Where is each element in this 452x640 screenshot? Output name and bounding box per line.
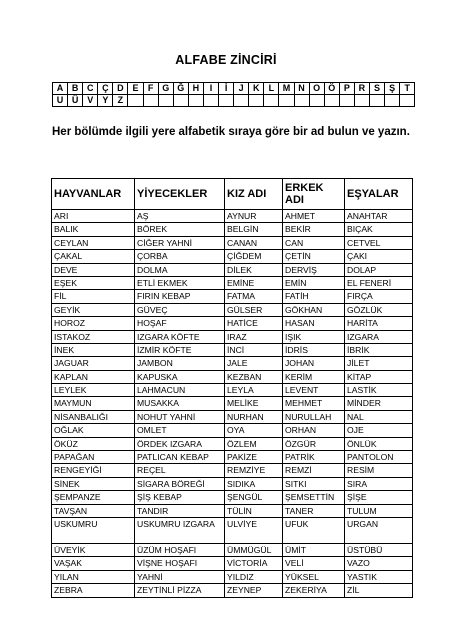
boy-name-cell: ZEKERİYA	[283, 584, 345, 597]
table-row	[52, 451, 413, 464]
item-cell: ZİL	[345, 584, 413, 597]
table-row	[52, 384, 413, 397]
girl-name-cell: IRAZ	[225, 330, 283, 343]
alphabet-letter-cell	[188, 95, 203, 107]
animal-cell: İNEK	[52, 343, 135, 356]
girl-name-cell: OYA	[225, 424, 283, 437]
alphabet-letter-cell: U	[53, 95, 68, 107]
girl-name-cell: KEZBAN	[225, 370, 283, 383]
animal-cell: BALIK	[52, 223, 135, 236]
alphabet-letter-cell: L	[264, 83, 279, 95]
animal-cell: PAPAĞAN	[52, 451, 135, 464]
girl-name-cell: TÜLİN	[225, 504, 283, 517]
alphabet-letter-cell	[219, 95, 234, 107]
boy-name-cell: EMİN	[283, 276, 345, 289]
boy-name-cell: ORHAN	[283, 424, 345, 437]
animal-cell: LEYLEK	[52, 384, 135, 397]
food-cell: ÖRDEK IZGARA	[135, 437, 225, 450]
table-row	[52, 263, 413, 276]
table-row	[52, 343, 413, 356]
food-cell: USKUMRU IZGARA	[135, 517, 225, 543]
girl-name-cell: LEYLA	[225, 384, 283, 397]
alphabet-letter-cell	[203, 95, 218, 107]
food-cell: ÇORBA	[135, 250, 225, 263]
item-cell: İBRİK	[345, 343, 413, 356]
food-cell: DOLMA	[135, 263, 225, 276]
girl-name-cell: NURHAN	[225, 410, 283, 423]
table-row	[52, 210, 413, 223]
animal-cell: HOROZ	[52, 317, 135, 330]
animal-cell: KAPLAN	[52, 370, 135, 383]
item-cell: HARİTA	[345, 317, 413, 330]
alphabet-letter-cell	[143, 95, 158, 107]
alphabet-letter-cell: E	[128, 83, 143, 95]
boy-name-cell: AHMET	[283, 210, 345, 223]
alphabet-letter-cell	[234, 95, 249, 107]
girl-name-cell: DİLEK	[225, 263, 283, 276]
girl-name-cell: BELGİN	[225, 223, 283, 236]
table-row	[52, 584, 413, 597]
table-row	[52, 223, 413, 236]
alphabet-row-1	[53, 83, 415, 95]
table-row	[52, 236, 413, 249]
table-row	[52, 477, 413, 490]
animal-cell: ÖKÜZ	[52, 437, 135, 450]
alphabet-letter-cell: K	[249, 83, 264, 95]
alphabet-letter-cell: A	[53, 83, 68, 95]
boy-name-cell: BEKİR	[283, 223, 345, 236]
girl-name-cell: MELİKE	[225, 397, 283, 410]
food-cell: TANDIR	[135, 504, 225, 517]
food-cell: JAMBON	[135, 357, 225, 370]
animal-cell: ARI	[52, 210, 135, 223]
column-header-foods: YİYECEKLER	[135, 179, 225, 210]
girl-name-cell: ZEYNEP	[225, 584, 283, 597]
animal-cell: ISTAKOZ	[52, 330, 135, 343]
boy-name-cell: UFUK	[283, 517, 345, 543]
animal-cell: ÇAKAL	[52, 250, 135, 263]
animal-cell: VAŞAK	[52, 557, 135, 570]
girl-name-cell: REMZİYE	[225, 464, 283, 477]
food-cell: PATLICAN KEBAP	[135, 451, 225, 464]
food-cell: MUSAKKA	[135, 397, 225, 410]
item-cell: FIRÇA	[345, 290, 413, 303]
alphabet-letter-cell: R	[354, 83, 369, 95]
girl-name-cell: PAKİZE	[225, 451, 283, 464]
food-cell: KAPUSKA	[135, 370, 225, 383]
item-cell: DOLAP	[345, 263, 413, 276]
food-cell: ZEYTİNLİ PİZZA	[135, 584, 225, 597]
table-row	[52, 397, 413, 410]
item-cell: JİLET	[345, 357, 413, 370]
animal-cell: SİNEK	[52, 477, 135, 490]
boy-name-cell: DERVİŞ	[283, 263, 345, 276]
boy-name-cell: TANER	[283, 504, 345, 517]
item-cell: IZGARA	[345, 330, 413, 343]
page-title: ALFABE ZİNCİRİ	[175, 53, 277, 67]
girl-name-cell: VİCTORİA	[225, 557, 283, 570]
item-cell: LASTİK	[345, 384, 413, 397]
boy-name-cell: ŞEMSETTİN	[283, 491, 345, 504]
boy-name-cell: REMZİ	[283, 464, 345, 477]
item-cell: ÇAKI	[345, 250, 413, 263]
alphabet-letter-cell: M	[279, 83, 294, 95]
girl-name-cell: HATİCE	[225, 317, 283, 330]
animal-cell: RENGEYİĞİ	[52, 464, 135, 477]
alphabet-letter-cell: Ğ	[173, 83, 188, 95]
column-header-boy-name: ERKEK ADI	[283, 179, 345, 210]
column-header-girl-name: KIZ ADI	[225, 179, 283, 210]
item-cell: EL FENERİ	[345, 276, 413, 289]
animal-cell: EŞEK	[52, 276, 135, 289]
table-row	[52, 276, 413, 289]
boy-name-cell: KERİM	[283, 370, 345, 383]
girl-name-cell: ULVİYE	[225, 517, 283, 543]
table-row	[52, 557, 413, 570]
table-row	[52, 504, 413, 517]
girl-name-cell: İNCİ	[225, 343, 283, 356]
boy-name-cell: PATRİK	[283, 451, 345, 464]
item-cell: RESİM	[345, 464, 413, 477]
table-row	[52, 464, 413, 477]
item-cell: ANAHTAR	[345, 210, 413, 223]
alphabet-letter-cell: I	[203, 83, 218, 95]
item-cell: ÜSTÜBÜ	[345, 543, 413, 556]
item-cell: KİTAP	[345, 370, 413, 383]
girl-name-cell: FATMA	[225, 290, 283, 303]
alphabet-letter-cell: J	[234, 83, 249, 95]
animal-cell: MAYMUN	[52, 397, 135, 410]
item-cell: MİNDER	[345, 397, 413, 410]
alphabet-letter-cell	[249, 95, 264, 107]
food-cell: BÖREK	[135, 223, 225, 236]
boy-name-cell: ÇETİN	[283, 250, 345, 263]
girl-name-cell: ŞENGÜL	[225, 491, 283, 504]
boy-name-cell: ÜMİT	[283, 543, 345, 556]
alphabet-letter-cell	[385, 95, 400, 107]
header-row	[52, 179, 413, 210]
boy-name-cell: GÖKHAN	[283, 303, 345, 316]
alphabet-letter-cell	[158, 95, 173, 107]
table-row	[52, 517, 413, 543]
animal-cell: ŞEMPANZE	[52, 491, 135, 504]
item-cell: ŞİŞE	[345, 491, 413, 504]
table-row	[52, 410, 413, 423]
alphabet-letter-cell: O	[309, 83, 324, 95]
alphabet-letter-cell: Z	[113, 95, 128, 107]
girl-name-cell: ÇİĞDEM	[225, 250, 283, 263]
boy-name-cell: CAN	[283, 236, 345, 249]
alphabet-letter-cell	[339, 95, 354, 107]
item-cell: VAZO	[345, 557, 413, 570]
boy-name-cell: NURULLAH	[283, 410, 345, 423]
girl-name-cell: EMİNE	[225, 276, 283, 289]
boy-name-cell: ÖZGÜR	[283, 437, 345, 450]
alphabet-letter-cell	[279, 95, 294, 107]
table-row	[52, 424, 413, 437]
alphabet-letter-cell: Ö	[324, 83, 339, 95]
item-cell: URGAN	[345, 517, 413, 543]
food-cell: ETLİ EKMEK	[135, 276, 225, 289]
boy-name-cell: İDRİS	[283, 343, 345, 356]
alphabet-letter-cell: G	[158, 83, 173, 95]
item-cell: NAL	[345, 410, 413, 423]
boy-name-cell: VELİ	[283, 557, 345, 570]
alphabet-row-2	[53, 95, 415, 107]
alphabet-letter-cell	[294, 95, 309, 107]
item-cell: TULUM	[345, 504, 413, 517]
food-cell: REÇEL	[135, 464, 225, 477]
alphabet-letter-cell	[173, 95, 188, 107]
animal-cell: USKUMRU	[52, 517, 135, 543]
item-cell: GÖZLÜK	[345, 303, 413, 316]
item-cell: SIRA	[345, 477, 413, 490]
food-cell: CİĞER YAHNİ	[135, 236, 225, 249]
food-cell: VİŞNE HOŞAFI	[135, 557, 225, 570]
table-row	[52, 370, 413, 383]
table-row	[52, 290, 413, 303]
alphabet-letter-cell: Ü	[68, 95, 83, 107]
alphabet-letter-cell: P	[339, 83, 354, 95]
alphabet-letter-cell	[128, 95, 143, 107]
animal-cell: FİL	[52, 290, 135, 303]
alphabet-letter-cell: Ç	[98, 83, 113, 95]
table-row	[52, 357, 413, 370]
item-cell: ÖNLÜK	[345, 437, 413, 450]
boy-name-cell: YÜKSEL	[283, 570, 345, 583]
column-header-animals: HAYVANLAR	[52, 179, 135, 210]
boy-name-cell: LEVENT	[283, 384, 345, 397]
boy-name-cell: HASAN	[283, 317, 345, 330]
alphabet-chain-table	[51, 178, 413, 598]
column-header-items: EŞYALAR	[345, 179, 413, 210]
girl-name-cell: YILDIZ	[225, 570, 283, 583]
boy-name-cell: FATİH	[283, 290, 345, 303]
food-cell: IZGARA KÖFTE	[135, 330, 225, 343]
girl-name-cell: AYNUR	[225, 210, 283, 223]
animal-cell: ÜVEYİK	[52, 543, 135, 556]
table-row	[52, 570, 413, 583]
food-cell: YAHNİ	[135, 570, 225, 583]
animal-cell: YILAN	[52, 570, 135, 583]
table-row	[52, 317, 413, 330]
food-cell: NOHUT YAHNİ	[135, 410, 225, 423]
alphabet-letter-cell: F	[143, 83, 158, 95]
table-body	[52, 210, 413, 598]
girl-name-cell: JALE	[225, 357, 283, 370]
girl-name-cell: ÜMMÜGÜL	[225, 543, 283, 556]
item-cell: CETVEL	[345, 236, 413, 249]
food-cell: LAHMACUN	[135, 384, 225, 397]
alphabet-letter-cell: V	[83, 95, 98, 107]
boy-name-cell: MEHMET	[283, 397, 345, 410]
food-cell: FIRIN KEBAP	[135, 290, 225, 303]
animal-cell: TAVŞAN	[52, 504, 135, 517]
table-row	[52, 330, 413, 343]
table-row	[52, 250, 413, 263]
food-cell: HOŞAF	[135, 317, 225, 330]
alphabet-letter-cell	[400, 95, 415, 107]
animal-cell: OĞLAK	[52, 424, 135, 437]
item-cell: BIÇAK	[345, 223, 413, 236]
food-cell: SİGARA BÖREĞİ	[135, 477, 225, 490]
item-cell: YASTIK	[345, 570, 413, 583]
alphabet-table	[52, 82, 415, 107]
food-cell: ŞİŞ KEBAP	[135, 491, 225, 504]
alphabet-letter-cell	[324, 95, 339, 107]
alphabet-letter-cell	[309, 95, 324, 107]
animal-cell: ZEBRA	[52, 584, 135, 597]
boy-name-cell: IŞIK	[283, 330, 345, 343]
animal-cell: GEYİK	[52, 303, 135, 316]
alphabet-letter-cell: İ	[219, 83, 234, 95]
table-row	[52, 491, 413, 504]
food-cell: GÜVEÇ	[135, 303, 225, 316]
item-cell: PANTOLON	[345, 451, 413, 464]
alphabet-letter-cell: C	[83, 83, 98, 95]
alphabet-letter-cell: N	[294, 83, 309, 95]
alphabet-letter-cell: T	[400, 83, 415, 95]
girl-name-cell: CANAN	[225, 236, 283, 249]
instruction-text: Her bölümde ilgili yere alfabetik sıraya göre bir ad bulun ve yazın.	[52, 126, 410, 138]
alphabet-letter-cell: H	[188, 83, 203, 95]
alphabet-letter-cell: D	[113, 83, 128, 95]
food-cell: OMLET	[135, 424, 225, 437]
alphabet-letter-cell: Y	[98, 95, 113, 107]
item-cell: OJE	[345, 424, 413, 437]
animal-cell: DEVE	[52, 263, 135, 276]
animal-cell: JAGUAR	[52, 357, 135, 370]
girl-name-cell: ÖZLEM	[225, 437, 283, 450]
alphabet-letter-cell: S	[369, 83, 384, 95]
animal-cell: CEYLAN	[52, 236, 135, 249]
boy-name-cell: JOHAN	[283, 357, 345, 370]
food-cell: ÜZÜM HOŞAFI	[135, 543, 225, 556]
alphabet-letter-cell	[264, 95, 279, 107]
table-row	[52, 543, 413, 556]
girl-name-cell: GÜLSER	[225, 303, 283, 316]
alphabet-letter-cell: Ş	[385, 83, 400, 95]
alphabet-letter-cell: B	[68, 83, 83, 95]
table-row	[52, 437, 413, 450]
food-cell: AŞ	[135, 210, 225, 223]
table-row	[52, 303, 413, 316]
alphabet-letter-cell	[354, 95, 369, 107]
boy-name-cell: SITKI	[283, 477, 345, 490]
food-cell: İZMİR KÖFTE	[135, 343, 225, 356]
animal-cell: NİSANBALIĞI	[52, 410, 135, 423]
alphabet-letter-cell	[369, 95, 384, 107]
girl-name-cell: SIDIKA	[225, 477, 283, 490]
